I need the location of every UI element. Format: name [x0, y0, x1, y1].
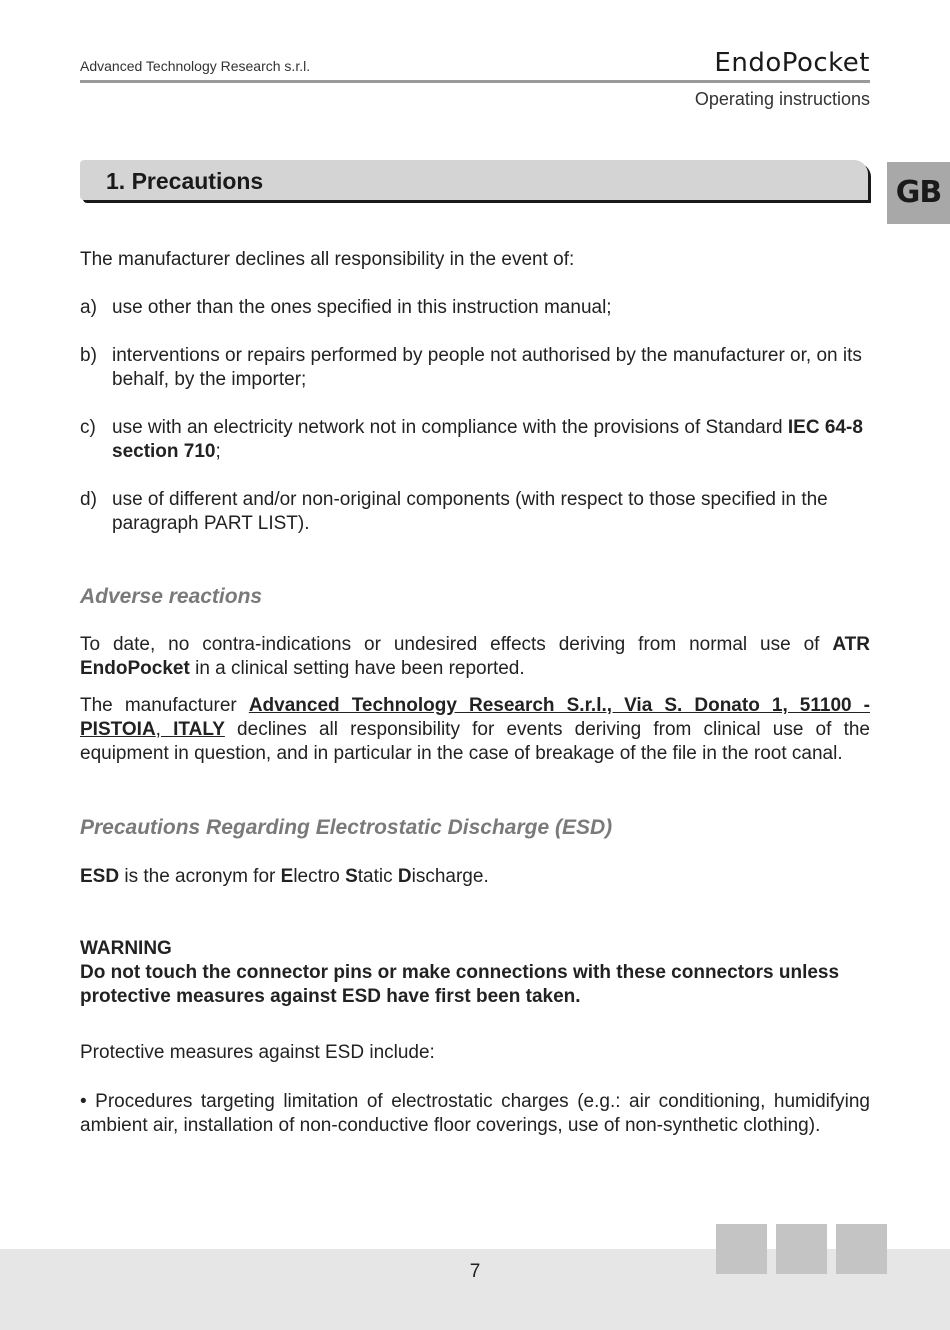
responsibility-list — [80, 296, 870, 536]
initial-letter: S — [345, 866, 358, 887]
page-number: 7 — [469, 1261, 481, 1282]
document-subtitle: Operating instructions — [694, 89, 870, 109]
list-item-text: use other than the ones specified in this instruction manual; — [112, 297, 612, 318]
list-item — [80, 296, 870, 320]
esd-definition — [80, 865, 870, 889]
section-header-bar — [80, 160, 868, 200]
measures-intro: Protective measures against ESD include: — [80, 1042, 435, 1063]
section-title: 1. Precautions — [106, 168, 264, 194]
header-divider — [80, 80, 870, 83]
text-run: The manufacturer — [80, 695, 249, 716]
manufacturer-address: Advanced Technology Research S.r.l., Via S. Donato 1, 51100 - PISTOIA — [80, 695, 870, 740]
text-run: To date, no contra-indications or undesired effects deriving from normal use of — [80, 634, 833, 655]
list-marker: b) — [80, 345, 97, 366]
text-run: tatic — [357, 866, 398, 887]
list-item — [80, 416, 870, 464]
brand-logo: EndoPocket — [714, 48, 870, 78]
list-item — [80, 488, 870, 536]
list-marker: c) — [80, 417, 96, 438]
manufacturer-country: ITALY — [173, 719, 225, 740]
list-item-text: interventions or repairs performed by people not authorised by the manufacturer or, on its behalf, by the importer; — [112, 345, 862, 390]
list-item-text: use with an electricity network not in compliance with the provisions of Standard — [112, 417, 788, 438]
company-name: Advanced Technology Research s.r.l. — [80, 58, 311, 74]
warning-title: WARNING — [80, 938, 172, 959]
initial-letter: E — [280, 866, 294, 887]
text-run: declines all responsibility for events deriving from clinical use of the equipment in question, and in particular in the case of breakage of the file in the root canal. — [80, 719, 870, 764]
page-content — [80, 248, 870, 1138]
language-tab-gb[interactable]: GB — [887, 162, 950, 224]
measures-bullet: • Procedures targeting limitation of electrostatic charges (e.g.: air conditioning, humidifying ambient air, installation of non-conductive floor coverings, use of non-synthetic clothing). — [80, 1091, 870, 1136]
separator: , — [155, 719, 174, 740]
list-item-text-end: ; — [215, 441, 221, 462]
list-item — [80, 344, 870, 392]
product-name: ATR EndoPocket — [80, 634, 870, 679]
initial-letter: D — [397, 866, 412, 887]
page-footer — [0, 1249, 950, 1330]
adverse-paragraph-1 — [80, 633, 870, 681]
intro-paragraph: The manufacturer declines all responsibility in the event of: — [80, 249, 575, 270]
adverse-paragraph-2 — [80, 694, 870, 766]
adverse-reactions-heading: Adverse reactions — [80, 585, 263, 608]
list-marker: a) — [80, 297, 97, 318]
text-run: in a clinical setting have been reported. — [189, 658, 525, 679]
warning-text: Do not touch the connector pins or make connections with these connectors unless protective measures against ESD have first been taken. — [80, 962, 840, 1007]
text-run: ischarge. — [411, 866, 489, 887]
acronym: ESD — [80, 866, 120, 887]
standard-reference: IEC 64-8 section 710 — [112, 417, 863, 462]
esd-heading: Precautions Regarding Electrostatic Discharge (ESD) — [80, 816, 613, 839]
text-run: is the acronym for — [119, 866, 281, 887]
list-marker: d) — [80, 489, 97, 510]
list-item-text: use of different and/or non-original components (with respect to those specified in the paragraph PART LIST). — [112, 489, 828, 534]
text-run: lectro — [293, 866, 346, 887]
